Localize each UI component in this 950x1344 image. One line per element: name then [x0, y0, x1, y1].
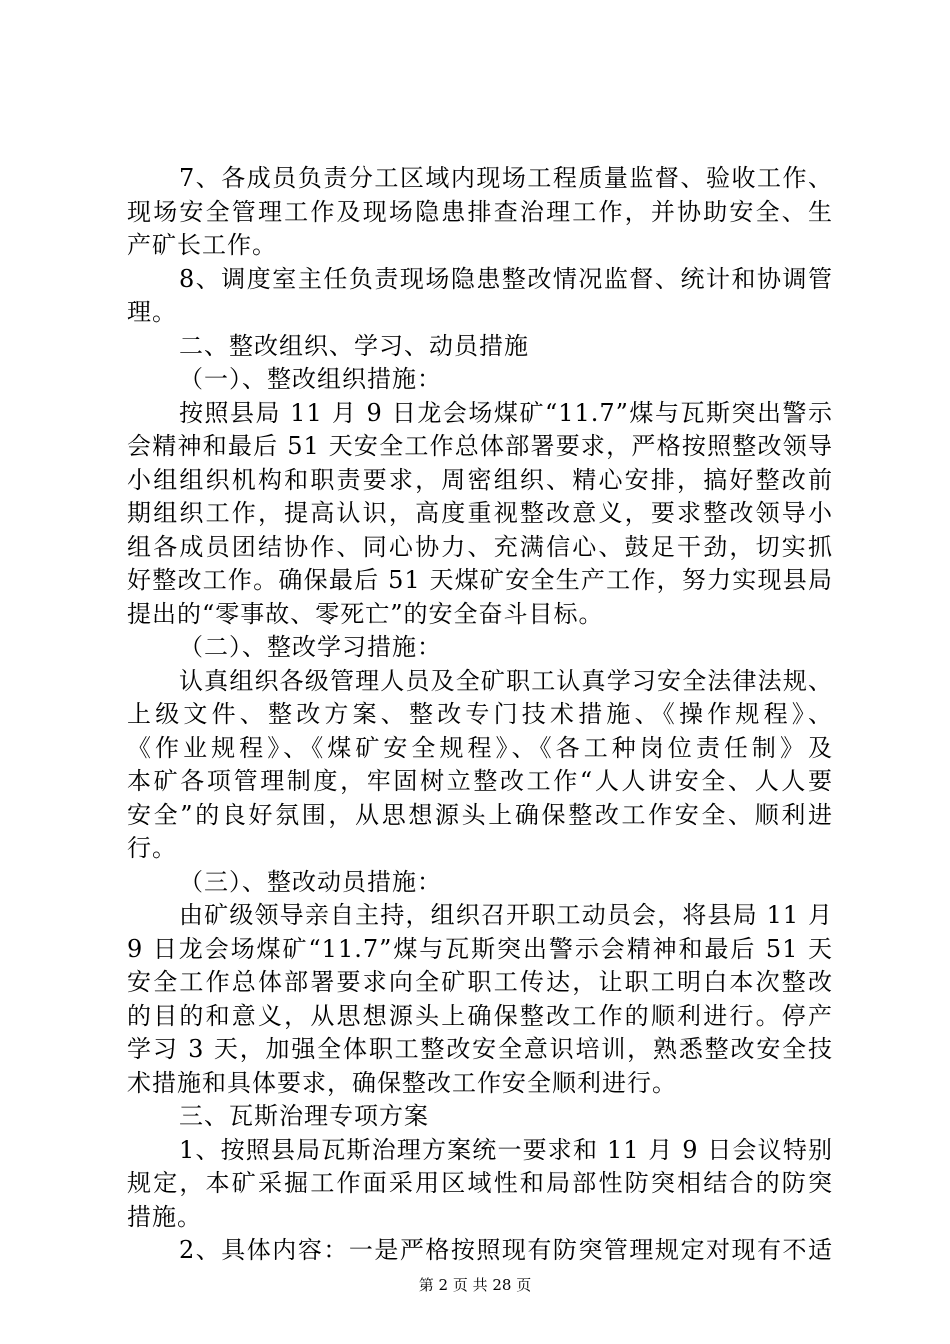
text-line: 二、整改组织、学习、动员措施: [179, 331, 529, 360]
text-line: 7、各成员负责分工区域内现场工程质量监督、验收工作、: [179, 164, 833, 192]
text-line: 提出的“零事故、零死亡”的安全奋斗目标。: [127, 599, 604, 628]
text-line: 上级文件、整改方案、整改专门技术措施、《操作规程》、: [127, 700, 833, 728]
text-line: 产矿长工作。: [127, 231, 277, 259]
text-line: 8、调度室主任负责现场隐患整改情况监督、统计和协调管: [179, 264, 833, 293]
text-line: 小组组织机构和职责要求，周密组织、精心安排，搞好整改前: [127, 465, 833, 494]
text-line: 认真组织各级管理人员及全矿职工认真学习安全法律法规、: [179, 666, 833, 695]
text-line: （二）、整改学习措施：: [179, 633, 442, 661]
text-line: 由矿级领导亲自主持，组织召开职工动员会，将县局 11 月: [179, 901, 833, 929]
text-line: 组各成员团结协作、同心协力、充满信心、鼓足干劲，切实抓: [127, 532, 833, 561]
text-line: 规定，本矿采掘工作面采用区域性和局部性防突相结合的防突: [127, 1169, 833, 1197]
text-line: 行。: [127, 834, 177, 862]
text-line: 的目的和意义，从思想源头上确保整改工作的顺利进行。停产: [127, 1001, 833, 1030]
text-line: （一）、整改组织措施：: [179, 365, 442, 393]
text-line: 1、按照县局瓦斯治理方案统一要求和 11 月 9 日会议特别: [179, 1135, 833, 1164]
text-line: 术措施和具体要求，确保整改工作安全顺利进行。: [127, 1068, 677, 1097]
text-line: （三）、整改动员措施：: [179, 867, 442, 896]
text-line: 期组织工作，提高认识，高度重视整改意义，要求整改领导小: [127, 499, 833, 527]
text-line: 会精神和最后 51 天安全工作总体部署要求，严格按照整改领导: [127, 432, 833, 460]
text-line: 好整改工作。确保最后 51 天煤矿安全生产工作，努力实现县局: [127, 566, 833, 594]
page-footer: 第 2 页 共 28 页: [418, 1276, 532, 1294]
document-body: [127, 162, 833, 1268]
text-line: 措施。: [127, 1202, 202, 1231]
text-line: 学习 3 天，加强全体职工整改安全意识培训，熟悉整改安全技: [127, 1035, 833, 1063]
text-line: 安全”的良好氛围，从思想源头上确保整改工作安全、顺利进: [127, 800, 833, 829]
text-line: 按照县局 11 月 9 日龙会场煤矿“11.7”煤与瓦斯突出警示: [179, 398, 833, 427]
text-line: 安全工作总体部署要求向全矿职工传达，让职工明白本次整改: [127, 968, 833, 996]
text-line: 现场安全管理工作及现场隐患排查治理工作，并协助安全、生: [127, 197, 833, 226]
text-line: 《作业规程》、《煤矿安全规程》、《各工种岗位责任制》及: [127, 733, 833, 762]
text-line: 三、瓦斯治理专项方案: [179, 1102, 429, 1130]
text-line: 本矿各项管理制度，牢固树立整改工作“人人讲安全、人人要: [127, 767, 833, 795]
text-line: 2、具体内容：一是严格按照现有防突管理规定对现有不适: [179, 1236, 833, 1264]
text-line: 9 日龙会场煤矿“11.7”煤与瓦斯突出警示会精神和最后 51 天: [127, 934, 833, 963]
text-line: 理。: [127, 298, 177, 326]
